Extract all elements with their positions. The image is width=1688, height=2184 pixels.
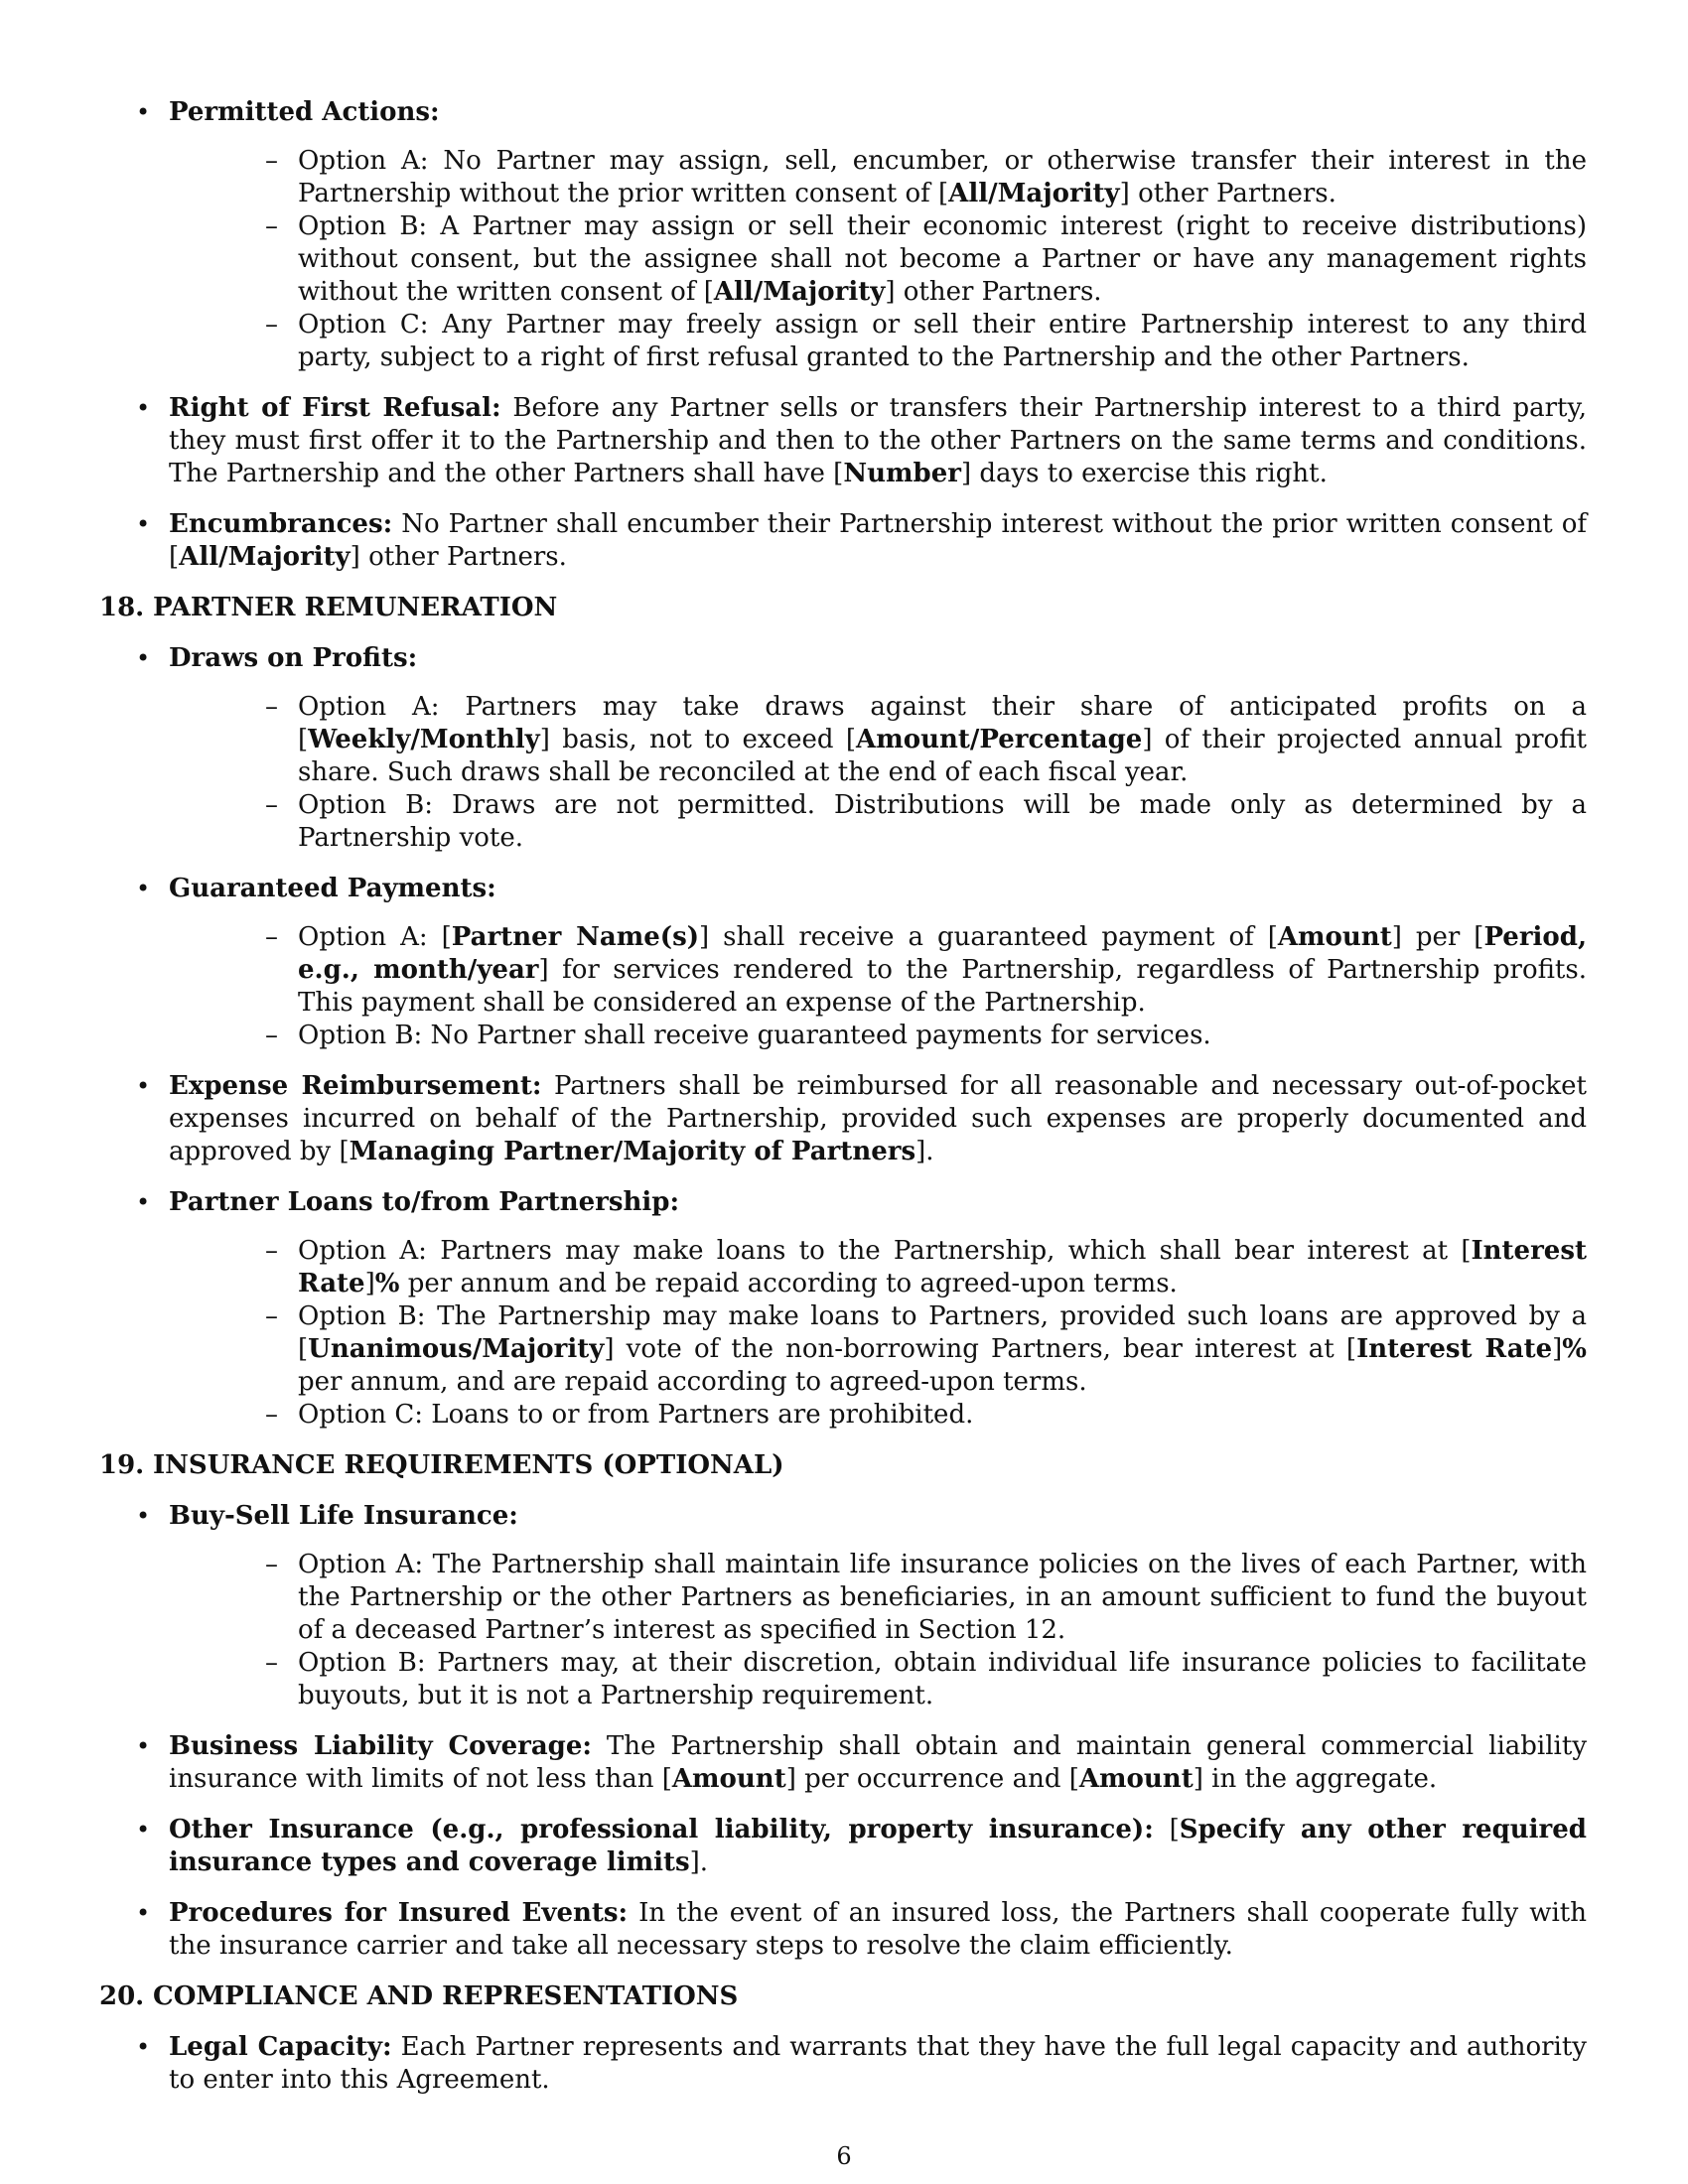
body-text: The Partnership shall obtain and maintain general commercial liability insurance with limits of not less than [ xyxy=(169,1731,1588,1794)
placeholder: All/Majority xyxy=(948,179,1120,208)
body-text: ]. xyxy=(689,1847,709,1877)
placeholder: Managing Partner/Majority of Partners xyxy=(349,1137,916,1166)
section-title: INSURANCE REQUIREMENTS (OPTIONAL) xyxy=(153,1450,784,1480)
placeholder: Number xyxy=(843,459,961,488)
option-text: ] other Partners. xyxy=(1119,179,1336,208)
option-text: Option C: Any Partner may freely assign or sell their entire Partnership interest to any third party, subject to a right of first refusal granted to the Partnership and the other Partners. xyxy=(298,310,1587,372)
loans-options xyxy=(169,1235,1587,1432)
legal-capacity-item xyxy=(99,2031,1587,2097)
permitted-actions-item xyxy=(99,96,1587,374)
loans-item xyxy=(99,1186,1587,1432)
permitted-actions-label: Permitted Actions: xyxy=(169,97,440,127)
placeholder: Interest Rate xyxy=(298,1236,1587,1298)
option-text: Option B: A Partner may assign or sell their economic interest (right to receive distributions) without consent, but the assignee shall not become a Partner or have any management rights without the written consent of [ xyxy=(298,211,1587,307)
body-text: ]. xyxy=(915,1137,934,1166)
placeholder: Weekly/Monthly xyxy=(308,725,540,754)
option-item xyxy=(169,1020,1587,1052)
option-text: Option B: No Partner shall receive guaranteed payments for services. xyxy=(298,1021,1211,1050)
expense-item xyxy=(99,1070,1587,1168)
liability-label: Business Liability Coverage: xyxy=(169,1731,593,1761)
option-text: ] vote of the non-borrowing Partners, bear interest at [ xyxy=(604,1334,1357,1364)
body-text: ] per occurrence and [ xyxy=(785,1764,1079,1794)
option-text: ] xyxy=(1552,1334,1563,1364)
body-text: No Partner shall encumber their Partnership interest without the prior written consent of [ xyxy=(169,509,1587,572)
percent-sign: % xyxy=(1562,1334,1587,1364)
other-insurance-label: Other Insurance (e.g., professional liability, property insurance): xyxy=(169,1815,1154,1844)
option-text: ] of their projected annual profit share. Such draws shall be reconciled at the end of each fiscal year. xyxy=(298,725,1587,787)
placeholder: Interest Rate xyxy=(1356,1334,1553,1364)
guaranteed-item xyxy=(99,873,1587,1052)
option-text: Option C: Loans to or from Partners are prohibited. xyxy=(298,1400,974,1430)
document-body xyxy=(99,96,1587,2115)
transfer-list xyxy=(99,96,1587,574)
section-title: COMPLIANCE AND REPRESENTATIONS xyxy=(153,1981,739,2011)
expense-label: Expense Reimbursement: xyxy=(169,1071,542,1101)
option-text: Option B: Draws are not permitted. Distributions will be made only as determined by a Partnership vote. xyxy=(298,790,1587,853)
section-heading-19 xyxy=(99,1449,1587,1482)
legal-capacity-label: Legal Capacity: xyxy=(169,2032,392,2062)
section-heading-20 xyxy=(99,1980,1587,2013)
placeholder: All/Majority xyxy=(713,277,886,307)
other-insurance-item xyxy=(99,1814,1587,1879)
option-item xyxy=(169,691,1587,789)
option-text: per annum, and are repaid according to agreed-upon terms. xyxy=(298,1367,1087,1397)
page-number: 6 xyxy=(836,2142,852,2170)
option-text: Option A: The Partnership shall maintain life insurance policies on the lives of each Partner, with the Partnership or the other Partners as beneficiaries, in an amount sufficient to fund the buyout of a deceased Partner’s interest as specified in Section 12. xyxy=(298,1550,1587,1645)
placeholder: All/Majority xyxy=(179,542,351,572)
procedures-label: Procedures for Insured Events: xyxy=(169,1898,629,1928)
remuneration-list xyxy=(99,642,1587,1432)
body-text: ] other Partners. xyxy=(350,542,567,572)
guaranteed-label: Guaranteed Payments: xyxy=(169,874,496,903)
option-item xyxy=(169,145,1587,210)
option-item xyxy=(169,921,1587,1020)
option-text: Option B: The Partnership may make loans to Partners, provided such loans are approved by a [ xyxy=(298,1301,1587,1364)
option-text: ] other Partners. xyxy=(885,277,1102,307)
encumbrances-item xyxy=(99,508,1587,574)
section-number: 20. xyxy=(99,1981,145,2011)
section-heading-18 xyxy=(99,592,1587,624)
procedures-item xyxy=(99,1897,1587,1963)
compliance-list xyxy=(99,2031,1587,2097)
insurance-list xyxy=(99,1500,1587,1963)
section-title: PARTNER REMUNERATION xyxy=(153,593,558,622)
body-text: In the event of an insured loss, the Partners shall cooperate fully with the insurance carrier and take all necessary steps to resolve the claim efficiently. xyxy=(169,1898,1587,1961)
body-text: Before any Partner sells or transfers their Partnership interest to a third party, they must first offer it to the Partnership and then to the other Partners on the same terms and conditions. The Partnership and the other Partners shall have [ xyxy=(169,393,1587,488)
buysell-options xyxy=(169,1549,1587,1712)
draws-options xyxy=(169,691,1587,855)
option-text: ] basis, not to exceed [ xyxy=(539,725,857,754)
option-text: Option A: Partners may make loans to the Partnership, which shall bear interest at [ xyxy=(298,1236,1472,1266)
rofr-item xyxy=(99,392,1587,490)
option-text: Option A: No Partner may assign, sell, encumber, or otherwise transfer their interest in the Partnership without the prior written consent of [ xyxy=(298,146,1587,208)
body-text: [ xyxy=(1153,1815,1180,1844)
buysell-label: Buy-Sell Life Insurance: xyxy=(169,1501,518,1531)
placeholder: Amount/Percentage xyxy=(856,725,1143,754)
placeholder: Specify any other required insurance types and coverage limits xyxy=(169,1815,1587,1877)
encumbrances-label: Encumbrances: xyxy=(169,509,393,539)
option-item xyxy=(169,210,1587,309)
placeholder: Amount xyxy=(671,1764,786,1794)
placeholder: Partner Name(s) xyxy=(451,922,700,952)
placeholder: Period, e.g., month/year xyxy=(298,922,1587,985)
guaranteed-options xyxy=(169,921,1587,1052)
option-item xyxy=(169,1549,1587,1647)
liability-item xyxy=(99,1730,1587,1796)
option-text: Option A: Partners may take draws against their share of anticipated profits on a [ xyxy=(298,692,1587,754)
draws-label: Draws on Profits: xyxy=(169,643,418,673)
placeholder: Unanimous/Majority xyxy=(308,1334,605,1364)
placeholder: Amount xyxy=(1277,922,1392,952)
option-text: per annum and be repaid according to agreed-upon terms. xyxy=(399,1269,1178,1298)
option-item xyxy=(169,309,1587,374)
section-number: 18. xyxy=(99,593,145,622)
percent-sign: % xyxy=(374,1269,400,1298)
placeholder: Amount xyxy=(1078,1764,1194,1794)
body-text: ] days to exercise this right. xyxy=(960,459,1328,488)
permitted-options xyxy=(169,145,1587,374)
draws-item xyxy=(99,642,1587,855)
option-text: ] shall receive a guaranteed payment of [ xyxy=(699,922,1278,952)
section-number: 19. xyxy=(99,1450,145,1480)
option-item xyxy=(169,1300,1587,1399)
option-text: ] per [ xyxy=(1391,922,1484,952)
option-item xyxy=(169,1399,1587,1432)
option-text: ] for services rendered to the Partnership, regardless of Partnership profits. This payment shall be considered an expense of the Partnership. xyxy=(298,955,1587,1018)
option-text: Option A: [ xyxy=(298,922,452,952)
body-text: Partners shall be reimbursed for all reasonable and necessary out-of-pocket expenses incurred on behalf of the Partnership, provided such expenses are properly documented and approved by [ xyxy=(169,1071,1587,1166)
body-text: Each Partner represents and warrants that they have the full legal capacity and authority to enter into this Agreement. xyxy=(169,2032,1587,2095)
option-text: Option B: Partners may, at their discretion, obtain individual life insurance policies to facilitate buyouts, but it is not a Partnership requirement. xyxy=(298,1648,1587,1710)
option-text: ] xyxy=(364,1269,375,1298)
buysell-item xyxy=(99,1500,1587,1712)
option-item xyxy=(169,1235,1587,1300)
option-item xyxy=(169,789,1587,855)
body-text: ] in the aggregate. xyxy=(1193,1764,1438,1794)
option-item xyxy=(169,1647,1587,1712)
loans-label: Partner Loans to/from Partnership: xyxy=(169,1187,680,1217)
rofr-label: Right of First Refusal: xyxy=(169,393,501,423)
